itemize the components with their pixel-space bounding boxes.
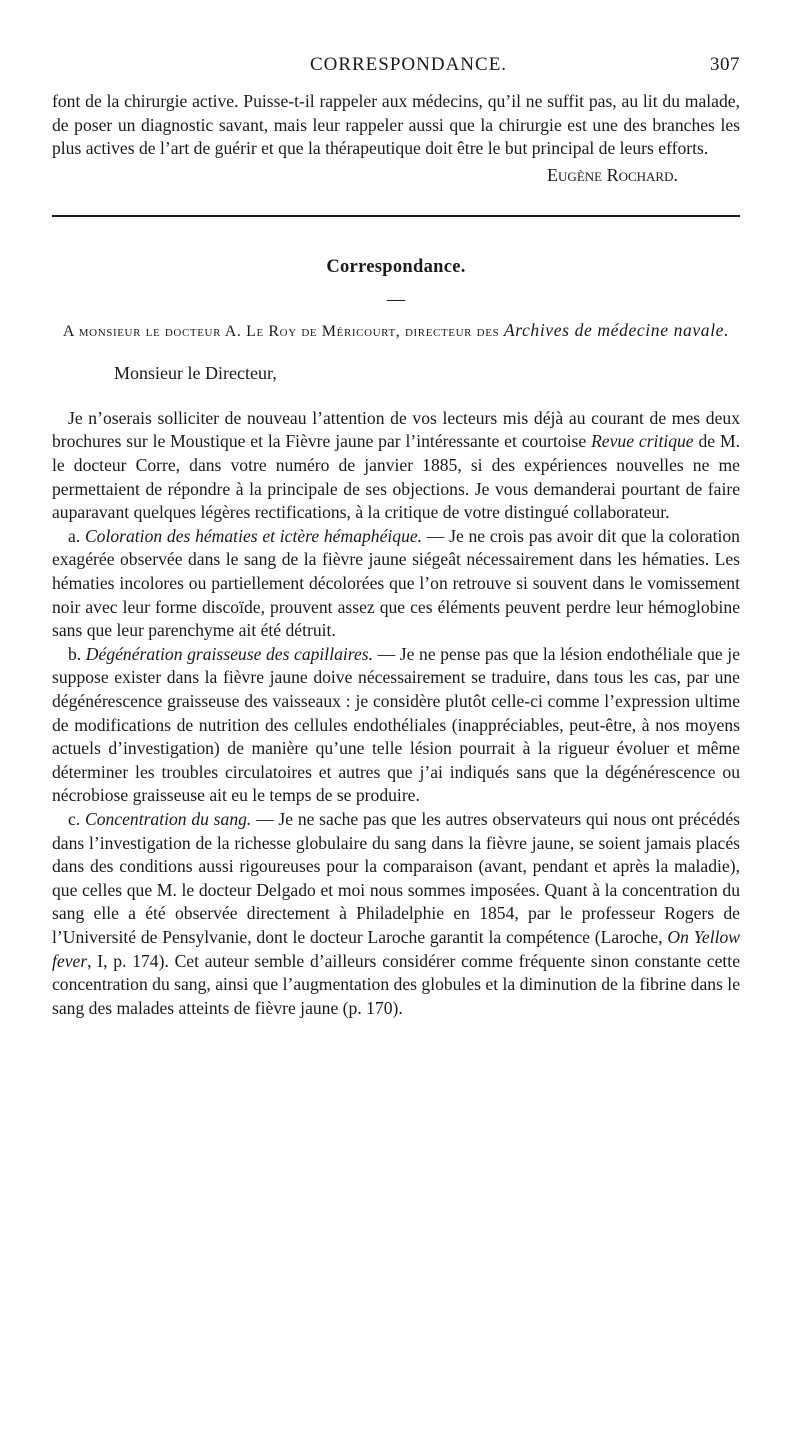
author-signature: Eugène Rochard. bbox=[547, 164, 678, 185]
b-title: Dégénération graisseuse des capillaires. bbox=[85, 643, 374, 664]
section-divider bbox=[52, 215, 740, 217]
address-prefix: A monsieur le docteur A. Le Roy de Méricourt, directeur des bbox=[62, 323, 504, 341]
document-page bbox=[52, 54, 740, 1020]
c-end: , I, p. 174). Cet auteur semble d’ailleurs considérer comme fréquente sinon constante cette concentration du sang, ainsi que l’augmentation des globules et la diminution de la fibrine dans le sang des malades atteints de fièvre jaune (p. 170). bbox=[52, 950, 740, 1018]
title-dash bbox=[387, 300, 405, 302]
p1-rest: de M. le docteur Corre, dans votre numéro de janvier 1885, si des expériences nouvelles ne me permettaient de répondre à la principale de ses objections. Je vous demanderai pourtant de faire auparavant quelques légères rectifications, à la critique de votre distingué collaborateur. bbox=[52, 431, 740, 523]
c-label: c. bbox=[68, 808, 85, 829]
salutation: Monsieur le Directeur, bbox=[114, 362, 277, 383]
a-text: — Je ne crois pas avoir dit que la coloration exagérée observée dans le sang de la fièvre jaune siégeât nécessairement dans les hématies. Les hématies incolores ou partiellement décolorées que l’on retrouve si souvent dans le vomissement noir avec leur forme discoïde, prouvent assez que ces éléments peuvent perdre leur hémoglobine sans que leur parenchyme ait été détruit. bbox=[52, 525, 740, 641]
section-title: Correspondance. bbox=[326, 256, 466, 277]
letter-paragraph-b bbox=[52, 643, 740, 808]
c-book: On Yellow fever bbox=[52, 926, 740, 971]
intro-paragraph: font de la chirurgie active. Puisse-t-il rappeler aux médecins, qu’il ne suffit pas, au lit du malade, de poser un diagnostic savant, mais leur rappeler aussi que la chirurgie est une des branches les plus actives de l’art de guérir et que la thérapeutique doit être le but principal de leurs efforts. bbox=[52, 91, 740, 159]
a-title: Coloration des hématies et ictère hémaphéique. bbox=[84, 525, 423, 546]
letter-paragraph-a bbox=[52, 525, 740, 643]
a-label: a. bbox=[68, 525, 85, 546]
page-number: 307 bbox=[710, 54, 740, 75]
journal-name: Archives de médecine navale. bbox=[503, 320, 730, 341]
letter-paragraph-1 bbox=[52, 407, 740, 525]
p1-text: Je n’oserais solliciter de nouveau l’attention de vos lecteurs mis déjà au courant de mes deux brochures sur le Moustique et la Fièvre jaune par l’intéressante et courtoise bbox=[52, 407, 740, 452]
letter-paragraph-c bbox=[52, 808, 740, 1020]
running-header bbox=[52, 54, 740, 80]
letter-address bbox=[52, 319, 740, 344]
p1-journal: Revue critique bbox=[591, 431, 694, 452]
running-title: CORRESPONDANCE. bbox=[309, 54, 508, 75]
b-label: b. bbox=[68, 643, 86, 664]
c-title: Concentration du sang. bbox=[84, 808, 252, 829]
b-text: — Je ne pense pas que la lésion endothéliale que je suppose exister dans la fièvre jaune doive nécessairement se traduire, dans tous les cas, par une dégénérescence graisseuse des vaisseaux : je considère plutôt celle-ci comme l’expression ultime de modifications de nutrition des cellules endothéliales (inappréciables, peut-être, à nos moyens actuels d’investigation) de manière qu’une telle lésion pourrait à la rigueur évoluer et même déterminer les troubles circulatoires et autres que j’ai indiqués sans que la dégénérescence ou nécrobiose graisseuse ait eu le temps de se produire. bbox=[52, 643, 741, 806]
c-text: — Je ne sache pas que les autres observateurs qui nous ont précédés dans l’investigation de la richesse globulaire du sang dans la fièvre jaune, se soient jamais placés dans des conditions aussi rigoureuses pour la comparaison (avant, pendant et après la maladie), que celles que M. le docteur Delgado et moi nous sommes imposées. Quant à la concentration du sang elle a été observée directement à Philadelphie en 1854, par le professeur Rogers de l’Université de Pensylvanie, dont le docteur Laroche garantit la compétence (Laroche, bbox=[52, 808, 740, 947]
